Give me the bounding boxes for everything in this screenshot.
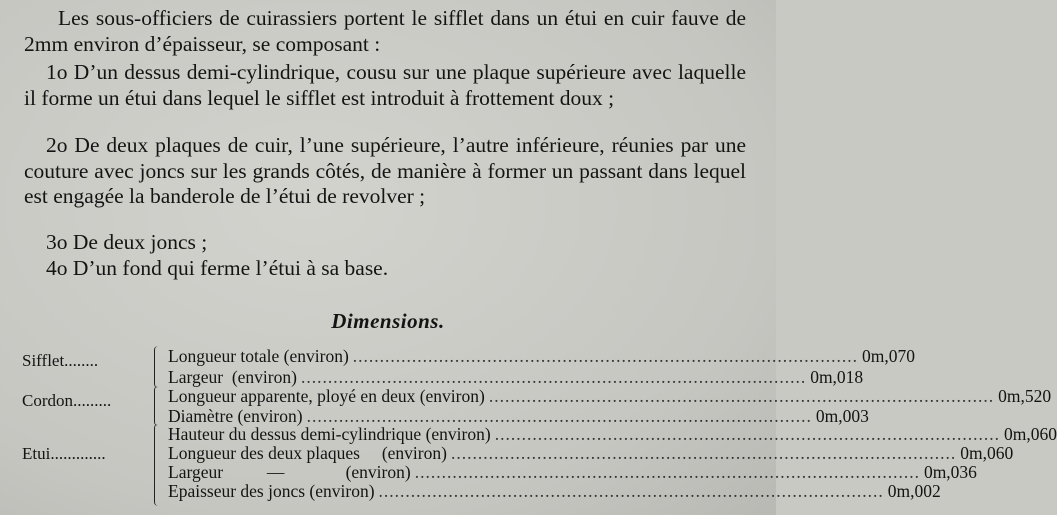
paragraph-item-1: 1o D’un dessus demi-cylindrique, cousu sur une plaque supérieure avec laquelle il forme un étui dans lequel le sifflet est introduit à frottement doux ;: [24, 60, 746, 110]
dimension-row: [168, 346, 916, 368]
dimension-label: Longueur des deux plaques (environ): [168, 443, 447, 463]
dot-leader: ..............................................................................................: [414, 462, 920, 482]
dimension-value: 0m,060: [960, 443, 1014, 463]
dot-leader: ..............................................................................................: [450, 443, 957, 463]
dot-leader: ..............................................................................................: [352, 346, 859, 366]
dot-leader: ..............................................................................................: [488, 386, 995, 406]
dot-leader: ..............................................................................................: [378, 481, 884, 501]
dimension-value: 0m,018: [810, 367, 864, 387]
dimension-label: Largeur (environ): [168, 367, 297, 387]
dimension-row: [168, 481, 941, 503]
dot-leader: ..............................................................................................: [306, 406, 812, 426]
dimension-label: Diamètre (environ): [168, 406, 303, 426]
paragraph-item-2: 2o De deux plaques de cuir, l’une supérieure, l’autre inférieure, réunies par une couture avec joncs sur les grands côtés, de manière à former un passant dans lequel est engagée la banderole de l’étui de revolver ;: [24, 133, 746, 208]
dimension-value: 0m,060: [1003, 424, 1057, 444]
group-label: Etui.............: [22, 444, 106, 463]
paragraph-item-4: 4o D’un fond qui ferme l’étui à sa base.: [46, 256, 389, 280]
dimension-label: Hauteur du dessus demi-cylindrique (environ): [168, 424, 491, 444]
dimension-group-etui: [22, 424, 1057, 514]
dimension-value: 0m,520: [998, 386, 1052, 406]
dimension-value: 0m,002: [887, 481, 941, 501]
dot-leader: ..............................................................................................: [300, 367, 807, 387]
dimension-label: Epaisseur des joncs (environ): [168, 481, 375, 501]
group-label: Cordon.........: [22, 391, 112, 410]
dimension-value: 0m,036: [923, 462, 977, 482]
brace-icon: [154, 424, 161, 506]
section-heading: Dimensions.: [331, 309, 445, 333]
dimension-row: [168, 386, 1052, 408]
brace-icon: [154, 386, 161, 426]
group-label: Sifflet........: [22, 351, 99, 370]
paragraph-intro: Les sous-officiers de cuirassiers portent le sifflet dans un étui en cuir fauve de 2mm environ d’épaisseur, se composant :: [24, 6, 746, 56]
dimension-label: Longueur totale (environ): [168, 346, 349, 366]
dimension-label: Largeur — (environ): [168, 462, 411, 482]
dimension-value: 0m,003: [815, 406, 869, 426]
dot-leader: ..............................................................................................: [494, 424, 1000, 444]
dimension-label: Longueur apparente, ployé en deux (environ): [168, 386, 485, 406]
brace-icon: [154, 346, 161, 388]
dimension-value: 0m,070: [862, 346, 916, 366]
paragraph-item-3: 3o De deux joncs ;: [46, 230, 208, 254]
